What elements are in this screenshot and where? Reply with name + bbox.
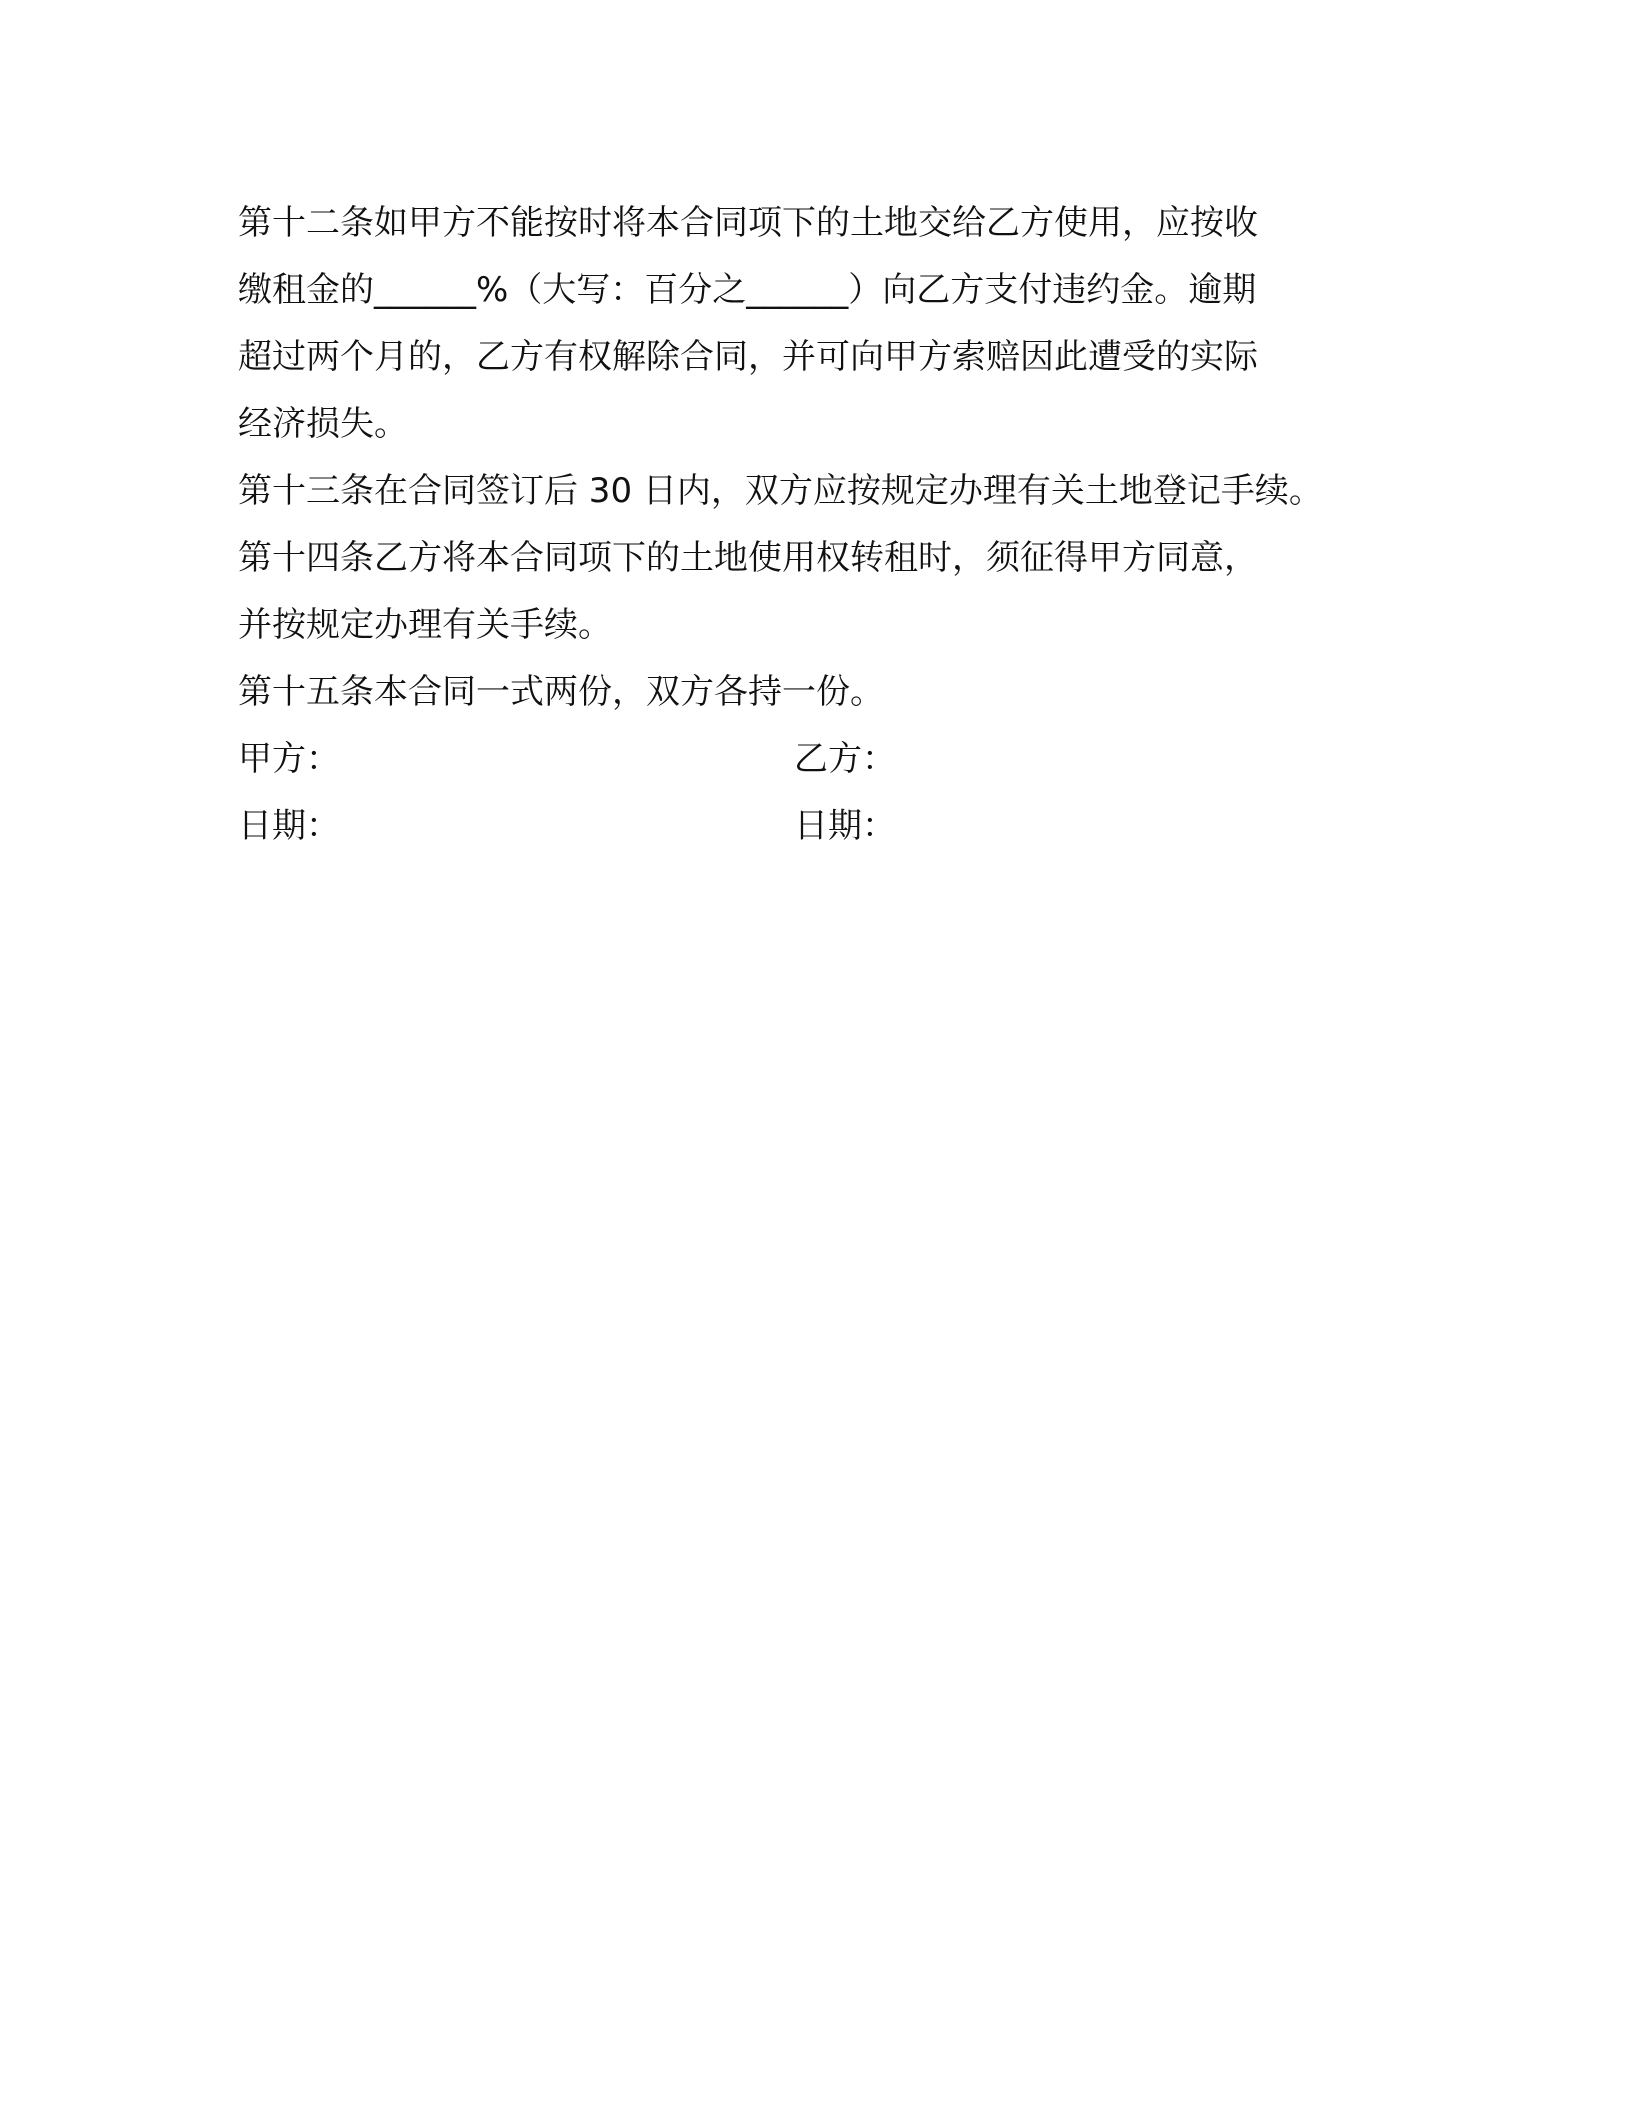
clause-12-line-4: 经济损失。	[238, 404, 408, 444]
clause-13-line-1: 第十三条在合同签订后 30 日内，双方应按规定办理有关土地登记手续。	[238, 471, 1323, 511]
clause-14-line-2: 并按规定办理有关手续。	[238, 605, 612, 645]
clause-15-line-1: 第十五条本合同一式两份，双方各持一份。	[238, 672, 884, 712]
party-a-label: 甲方：	[238, 739, 340, 779]
clause-12-line-1: 第十二条如甲方不能按时将本合同项下的土地交给乙方使用，应按收	[238, 203, 1258, 243]
party-b-label: 乙方：	[794, 739, 896, 779]
signature-party-row	[238, 726, 1418, 793]
date-b-label: 日期：	[794, 806, 896, 846]
clause-12-line-2: 缴租金的______%（大写：百分之______）向乙方支付违约金。逾期	[238, 270, 1257, 310]
clause-14-line-1: 第十四条乙方将本合同项下的土地使用权转租时，须征得甲方同意，	[238, 538, 1258, 578]
document-body	[238, 190, 1418, 860]
date-a-label: 日期：	[238, 806, 340, 846]
clause-12-line-3: 超过两个月的，乙方有权解除合同，并可向甲方索赔因此遭受的实际	[238, 337, 1258, 377]
signature-date-row	[238, 793, 1418, 860]
